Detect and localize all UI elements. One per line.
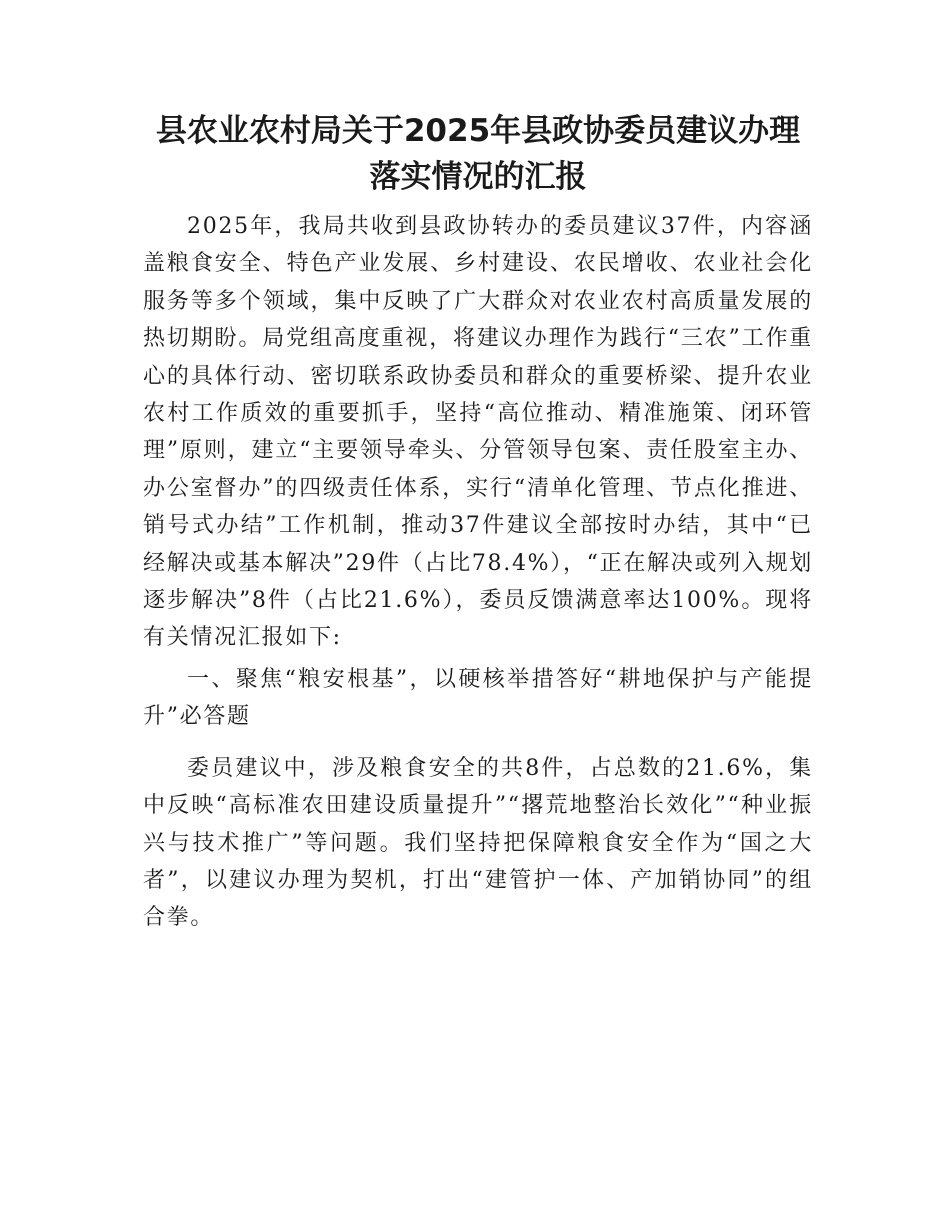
title-line-1: 县农业农村局关于2025年县政协委员建议办理 [155,113,801,149]
section-1-paragraph: 委员建议中，涉及粮食安全的共8件，占总数的21.6%，集中反映“高标准农田建设质量提升”“撂荒地整治长效化”“种业振兴与技术推广”等问题。我们坚持把保障粮食安全作为“国之大者”，以建议办理为契机，打出“建管护一体、产加销协同”的组合拳。 [143,755,813,931]
document-title [137,108,819,200]
section-heading-1: 一、聚焦“粮安根基”，以硬核举措答好“耕地保护与产能提升”必答题 [143,666,813,730]
intro-paragraph: 2025年，我局共收到县政协转办的委员建议37件，内容涵盖粮食安全、特色产业发展、乡村建设、农民增收、农业社会化服务等多个领域，集中反映了广大群众对农业农村高质量发展的热切期盼。局党组高度重视，将建议办理作为践行“三农”工作重心的具体行动、密切联系政协委员和群众的重要桥梁、提升农业农村工作质效的重要抓手，坚持“高位推动、精准施策、闭环管理”原则，建立“主要领导牵头、分管领导包案、责任股室主办、办公室督办”的四级责任体系，实行“清单化管理、节点化推进、销号式办结”工作机制，推动37件建议全部按时办结，其中“已经解决或基本解决”29件（占比78.4%），“正在解决或列入规划逐步解决”8件（占比21.6%），委员反馈满意率达100%。现将有关情况汇报如下: [143,214,813,651]
title-line-2: 落实情况的汇报 [369,159,587,195]
document-page [143,108,813,937]
